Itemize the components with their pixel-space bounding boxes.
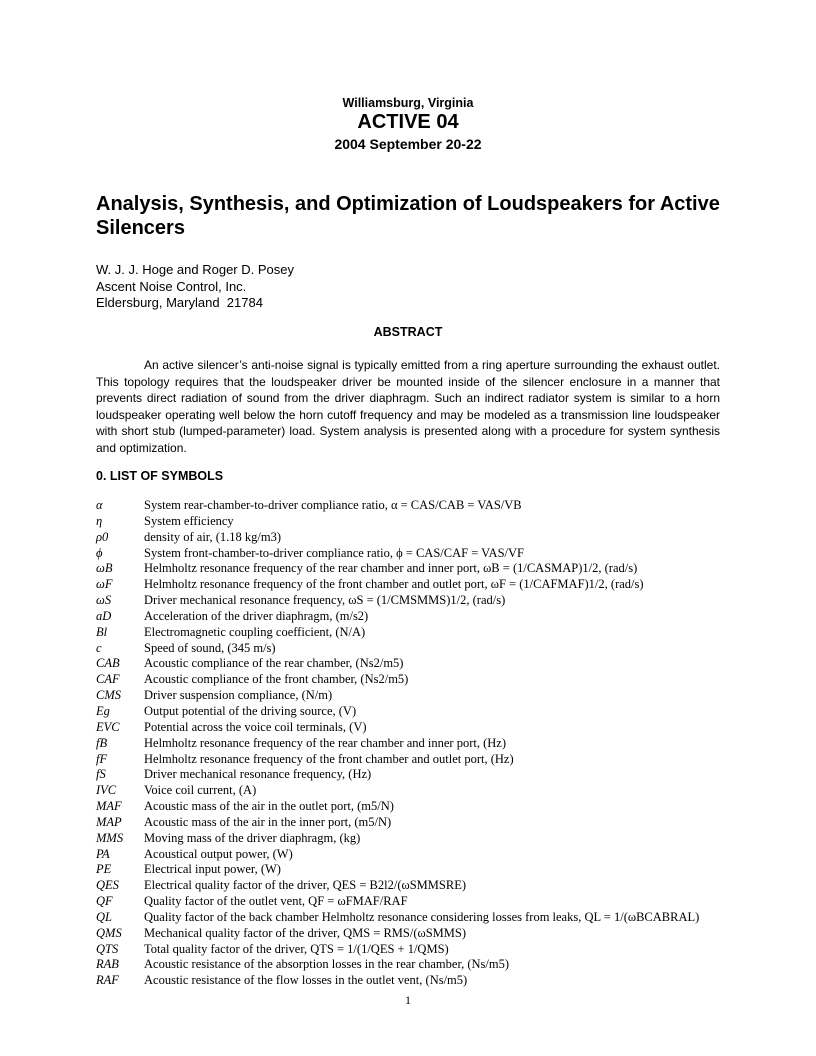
symbol-row bbox=[96, 783, 736, 799]
symbol-row bbox=[96, 672, 736, 688]
symbol: MAF bbox=[96, 799, 122, 814]
symbol-row bbox=[96, 878, 736, 894]
symbol: PA bbox=[96, 846, 110, 861]
symbol-description: Helmholtz resonance frequency of the front chamber and outlet port, ωF = (1/CAFMAF)1/2, (rad/s) bbox=[144, 577, 644, 592]
symbol-description: System efficiency bbox=[144, 513, 234, 528]
symbol: α bbox=[96, 498, 103, 512]
symbol-description: Electromagnetic coupling coefficient, (N/A) bbox=[144, 624, 366, 639]
symbol: ϕ bbox=[96, 545, 103, 560]
symbol-row bbox=[96, 625, 736, 641]
abstract-paragraph: An active silencer’s anti-noise signal is typically emitted from a ring aperture surrounding the exhaust outlet. This topology requires that the loudspeaker driver be mounted inside of the silencer enclosure in a manner that prevents direct radiation of sound from the driver diaphragm. Such an indirect radiator system is similar to a horn loudspeaker operating well below the horn cutoff frequency and may be modeled as a transmission line loudspeaker with short stub (lumped-parameter) load. System analysis is presented along with a procedure for system synthesis and optimization. bbox=[96, 358, 720, 455]
author-address: Eldersburg, Maryland 21784 bbox=[96, 295, 263, 310]
symbol-row bbox=[96, 561, 736, 577]
symbol-row bbox=[96, 736, 736, 752]
symbol: MAP bbox=[96, 814, 122, 829]
author-names: W. J. J. Hoge and Roger D. Posey bbox=[96, 262, 294, 277]
symbol-description: Acoustical output power, (W) bbox=[144, 846, 293, 861]
symbol-description: Helmholtz resonance frequency of the rear chamber and inner port, ωB = (1/CASMAP)1/2, (rad/s) bbox=[144, 561, 638, 576]
symbol: ωB bbox=[96, 561, 113, 576]
symbol-row bbox=[96, 514, 736, 530]
conference-name: ACTIVE 04 bbox=[357, 111, 459, 133]
symbol: CMS bbox=[96, 688, 121, 703]
symbol-row bbox=[96, 593, 736, 609]
symbol-description: Acoustic resistance of the flow losses in the outlet vent, (Ns/m5) bbox=[144, 973, 468, 988]
symbol: c bbox=[96, 640, 102, 655]
symbol-description: Acoustic mass of the air in the outlet port, (m5/N) bbox=[144, 799, 394, 814]
symbol-description: Mechanical quality factor of the driver, QMS = RMS/(ωSMMS) bbox=[144, 925, 467, 940]
symbol-row bbox=[96, 641, 736, 657]
symbol-description: Electrical input power, (W) bbox=[144, 862, 281, 877]
symbol-description: density of air, (1.18 kg/m3) bbox=[144, 529, 281, 544]
conference-location: Williamsburg, Virginia bbox=[342, 96, 474, 110]
symbol-row bbox=[96, 688, 736, 704]
symbol-row bbox=[96, 609, 736, 625]
symbol-row bbox=[96, 799, 736, 815]
symbol-description: Helmholtz resonance frequency of the front chamber and outlet port, (Hz) bbox=[144, 751, 514, 766]
symbol: QES bbox=[96, 878, 119, 893]
symbol: fB bbox=[96, 735, 108, 750]
symbol-row bbox=[96, 831, 736, 847]
conference-dates: 2004 September 20-22 bbox=[334, 136, 482, 152]
symbol: MMS bbox=[96, 830, 124, 845]
symbol-description: Quality factor of the outlet vent, QF = ωFMAF/RAF bbox=[144, 894, 408, 909]
symbol: RAB bbox=[96, 957, 119, 972]
symbols-list bbox=[96, 498, 736, 989]
symbol-description: Voice coil current, (A) bbox=[144, 783, 257, 798]
symbol-description: Moving mass of the driver diaphragm, (kg) bbox=[144, 830, 361, 845]
symbol-row bbox=[96, 546, 736, 562]
symbol: η bbox=[96, 513, 103, 528]
symbol-description: Acoustic compliance of the rear chamber, (Ns2/m5) bbox=[144, 656, 404, 671]
symbol-row bbox=[96, 720, 736, 736]
symbol-description: Acceleration of the driver diaphragm, (m/s2) bbox=[144, 608, 369, 623]
symbol-row bbox=[96, 656, 736, 672]
symbol-row bbox=[96, 910, 736, 926]
symbol-row bbox=[96, 767, 736, 783]
symbol-row bbox=[96, 847, 736, 863]
page-number: 1 bbox=[405, 993, 411, 1007]
symbol: QF bbox=[96, 894, 113, 909]
paper-title: Analysis, Synthesis, and Optimization of Loudspeakers for Active Silencers bbox=[96, 193, 720, 239]
symbol-row bbox=[96, 752, 736, 768]
symbol: RAF bbox=[96, 973, 119, 988]
symbol: QL bbox=[96, 909, 112, 924]
symbol: PE bbox=[96, 862, 112, 877]
symbol-description: System front-chamber-to-driver compliance ratio, ϕ = CAS/CAF = VAS/VF bbox=[144, 545, 524, 560]
symbol-description: Acoustic compliance of the front chamber, (Ns2/m5) bbox=[144, 672, 409, 687]
symbol-row bbox=[96, 815, 736, 831]
symbol: aD bbox=[96, 608, 112, 623]
symbol-description: Driver mechanical resonance frequency, (Hz) bbox=[144, 767, 372, 782]
symbol-row bbox=[96, 498, 736, 514]
symbol-description: Acoustic mass of the air in the inner port, (m5/N) bbox=[144, 814, 392, 829]
author-affiliation: Ascent Noise Control, Inc. bbox=[96, 278, 247, 294]
symbols-section-heading: 0. LIST OF SYMBOLS bbox=[96, 469, 224, 483]
symbol: fF bbox=[96, 751, 108, 766]
symbol-description: System rear-chamber-to-driver compliance ratio, α = CAS/CAB = VAS/VB bbox=[144, 498, 522, 512]
symbol-description: Acoustic resistance of the absorption losses in the rear chamber, (Ns/m5) bbox=[144, 957, 510, 972]
symbol: ρ0 bbox=[96, 529, 109, 544]
symbol: Bl bbox=[96, 624, 108, 639]
abstract-heading: ABSTRACT bbox=[373, 325, 443, 339]
symbol: ωF bbox=[96, 577, 113, 592]
symbol-description: Quality factor of the back chamber Helmholtz resonance considering losses from leaks, QL = 1/(ωBCABRAL) bbox=[144, 909, 700, 924]
symbol-row bbox=[96, 862, 736, 878]
symbol-row bbox=[96, 926, 736, 942]
symbol-row bbox=[96, 942, 736, 958]
symbol: QMS bbox=[96, 925, 122, 940]
symbol: CAF bbox=[96, 672, 120, 687]
symbol-row bbox=[96, 530, 736, 546]
symbol: ωS bbox=[96, 593, 112, 608]
symbol-row bbox=[96, 973, 736, 989]
symbol: CAB bbox=[96, 656, 120, 671]
symbol-description: Helmholtz resonance frequency of the rear chamber and inner port, (Hz) bbox=[144, 735, 506, 750]
author-block bbox=[96, 262, 294, 312]
symbol-row bbox=[96, 894, 736, 910]
symbol-row bbox=[96, 957, 736, 973]
symbol-description: Electrical quality factor of the driver, QES = B2l2/(ωSMMSRE) bbox=[144, 878, 467, 893]
symbol: IVC bbox=[96, 783, 117, 798]
symbol-description: Potential across the voice coil terminals, (V) bbox=[144, 719, 367, 734]
symbol: QTS bbox=[96, 941, 119, 956]
symbol-description: Driver suspension compliance, (N/m) bbox=[144, 688, 333, 703]
symbol: EVC bbox=[96, 719, 120, 734]
abstract-body bbox=[96, 357, 720, 456]
symbol: fS bbox=[96, 767, 106, 782]
symbol-row bbox=[96, 577, 736, 593]
symbol: Eg bbox=[96, 703, 110, 718]
symbol-description: Output potential of the driving source, (V) bbox=[144, 703, 357, 718]
symbol-row bbox=[96, 704, 736, 720]
symbol-description: Speed of sound, (345 m/s) bbox=[144, 640, 276, 655]
symbol-description: Driver mechanical resonance frequency, ωS = (1/CMSMMS)1/2, (rad/s) bbox=[144, 593, 506, 608]
symbol-description: Total quality factor of the driver, QTS = 1/(1/QES + 1/QMS) bbox=[144, 941, 449, 956]
